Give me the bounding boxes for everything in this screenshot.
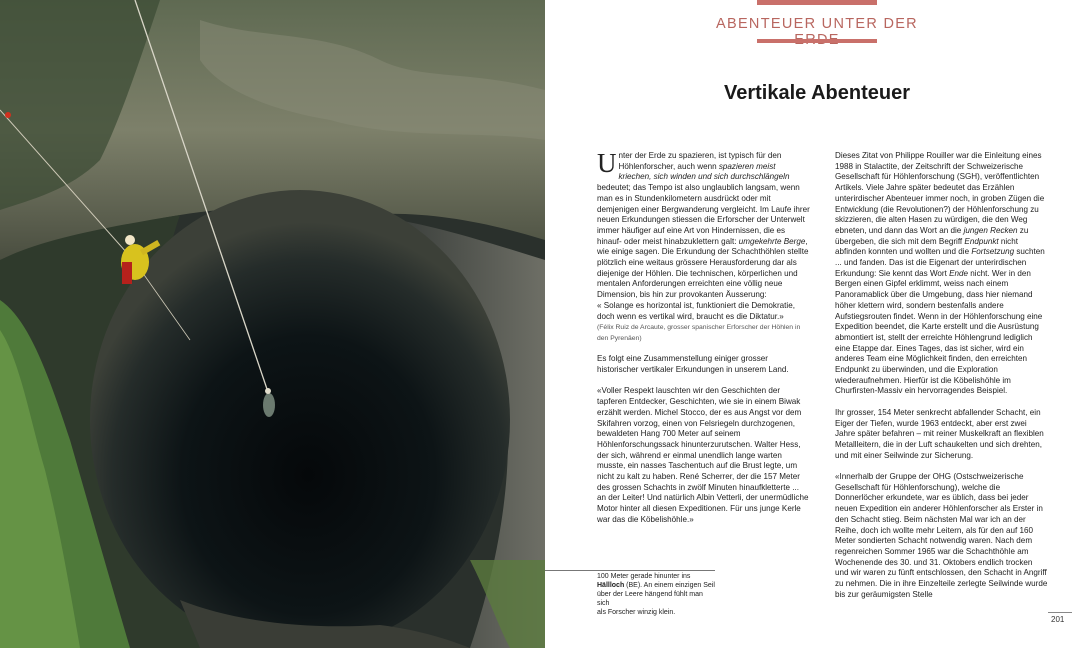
section-bar-bottom (757, 39, 877, 43)
page-number-rule (1048, 612, 1072, 613)
quote-source: (Félix Ruiz de Arcaute, grosser spanischer Erforscher der Höhlen in den Pyrenäen) (597, 324, 801, 342)
text-column-left (597, 148, 810, 536)
paragraph-intro: Unter der Erde zu spazieren, ist typisch für den Höhlenforscher, auch wenn spazieren meist kriechen, sich winden und sich durchschlängeln bedeutet; das Tempo ist also unglaublich langsam, wenn man es in Stundenkilometern ausdrückt oder mit demjenigen einer Bergwanderung vergleicht. Im Laufe ihrer neuen Erkundungen stiessen die Erforscher der Unterwelt immer häufiger auf eine Art von Hindernissen, die es hinauf- oder meist hinabzuklettern galt: umgekehrte Berge, wie einige sagen. Die Erkundung der Schachthöhlen stellte plötzlich eine weitaus grössere Herausforderung dar als diejenige der Höhlen. Die technischen, körperlichen und mentalen Anforderungen erreichten eine völlig neue Dimension, bis hin zur provokanten Äusserung: « Solange es horizontal ist, funktioniert die Demokratie, doch wenn es vertikal wird, braucht es die Diktatur.» (Félix Ruiz de Arcaute, grosser spanischer Erforscher der Höhlen in den Pyrenäen) (597, 148, 810, 342)
paragraph-rouiller: Dieses Zitat von Philippe Rouiller war die Einleitung eines 1988 in Stalactite, der Zeitschrift der Schweizerische Gesellschaft für Höhlenforschung (SGH), veröffentlichten Artikels. Viele Jahre später bedeutet das Erzählen unterirdischer Abenteuer immer noch, in groben Zügen die Entwicklung (die Revolutionen?) der Höhlenforschung zu skizzieren, die alten Hasen zu würdigen, die den Weg ebneten, und dann das Wort an die jungen Recken zu übergeben, die sich mit dem Begriff Endpunkt nicht abfinden konnten und wollten und die Fortsetzung suchten ... und fanden. Das ist die Eigenart der unterirdischen Erkundung: Sie kennt das Wort Ende nicht. Wer in den Bergen einen Gipfel erklimmt, weiss nach einem Panoramablick über die Umgebung, dass hier niemand höher klettern wird, sondern bestenfalls andere Aufstiegsrouten findet. Wenn in der Höhlenforschung eine Expedition beendet, die Karte erstellt und die Ausrüstung abmontiert ist, stellt der erreichte Höhlengrund lediglich eine Etappe dar. Eines Tages, das ist sicher, wird ein anderes Team eine Möglichkeit finden, den erreichten Endpunkt zu überwinden, und die Exploration wiederaufnehmen. Hierfür ist die Köbelishöhle im Churfirsten-Massiv ein hervorragendes Beispiel. (835, 151, 1045, 396)
paragraph-overview: Es folgt eine Zusammenstellung einiger grosser historischer vertikaler Erkundungen in unserem Land. (597, 354, 789, 375)
page-title: Vertikale Abenteuer (723, 82, 910, 104)
paragraph-quote-stocco: «Voller Respekt lauschten wir den Geschichten der tapferen Entdecker, Geschichten, wie sie in einem Biwak erzählt werden. Michel Stocco, der es aus Angst vor dem Skifahren vorzog, einen von Felsriegeln durchzogenen, bewaldeten Hang 700 Meter auf seinem Höhlenforschungssack hinunterzurutschen. Walter Hess, der sich, während er einmal unendlich lange warten musste, ein nasses Taschentuch auf die Brust legte, um nicht zu kalt zu haben. René Scherrer, der die 157 Meter des grossen Schachts in zwölf Minuten hinaufkletterte ... an der Leiter! Und natürlich Albin Vetterli, der unermüdliche Motor hinter all diesen Expeditionen. Für uns junge Kerle war das die Köbelishöhle.» (597, 386, 809, 524)
caption-rule (545, 570, 715, 571)
text-column-right (835, 151, 1048, 611)
quote: « Solange es horizontal ist, funktioniert die Demokratie, doch wenn es vertikal wird, braucht es die Diktatur.» (597, 300, 795, 321)
photo-caption: 100 Meter gerade hinunter ins Hällloch (BE). An einem einzigen Seil über der Leere hängend fühlt man sich als Forscher winzig klein. (597, 572, 717, 617)
paragraph-shaft: Ihr grosser, 154 Meter senkrecht abfallender Schacht, ein Eiger der Tiefen, wurde 1963 entdeckt, aber erst zwei Jahre später befahren – mit reiner Muskelkraft an flexiblen Metallleitern, die in der Luft schaukelten und sich drehten, und mit einer Seilwinde zur Sicherung. (835, 407, 1044, 460)
page-number: 201 (1051, 615, 1065, 624)
section-bar-top (757, 0, 877, 5)
section-title: ABENTEUER UNTER DER (716, 16, 918, 32)
paragraph-ohg: «Innerhalb der Gruppe der OHG (Ostschweizerische Gesellschaft für Höhlenforschung), welche die Donnerlöcher erkundete, war es üblich, dass bei jeder neuen Expedition ein anderer Höhlenforscher als Erster in den Schacht stieg. Beim nächsten Mal war ich an der Reihe, doch ich wollte mehr Leitern, als für den auf 160 Meter sondierten Schacht notwendig waren. Nach dem regenreichen Sommer 1965 war die Schachthöhle am Wochenende des 30. und 31. Oktobers endlich trocken und wir waren zu fünft entschlossen, den Schacht in Angriff zu nehmen. Die in ihre Einzelteile zerlegte Seilwinde wurde bis zur geräumigsten Stelle (835, 472, 1048, 599)
drop-cap: U (597, 148, 617, 178)
